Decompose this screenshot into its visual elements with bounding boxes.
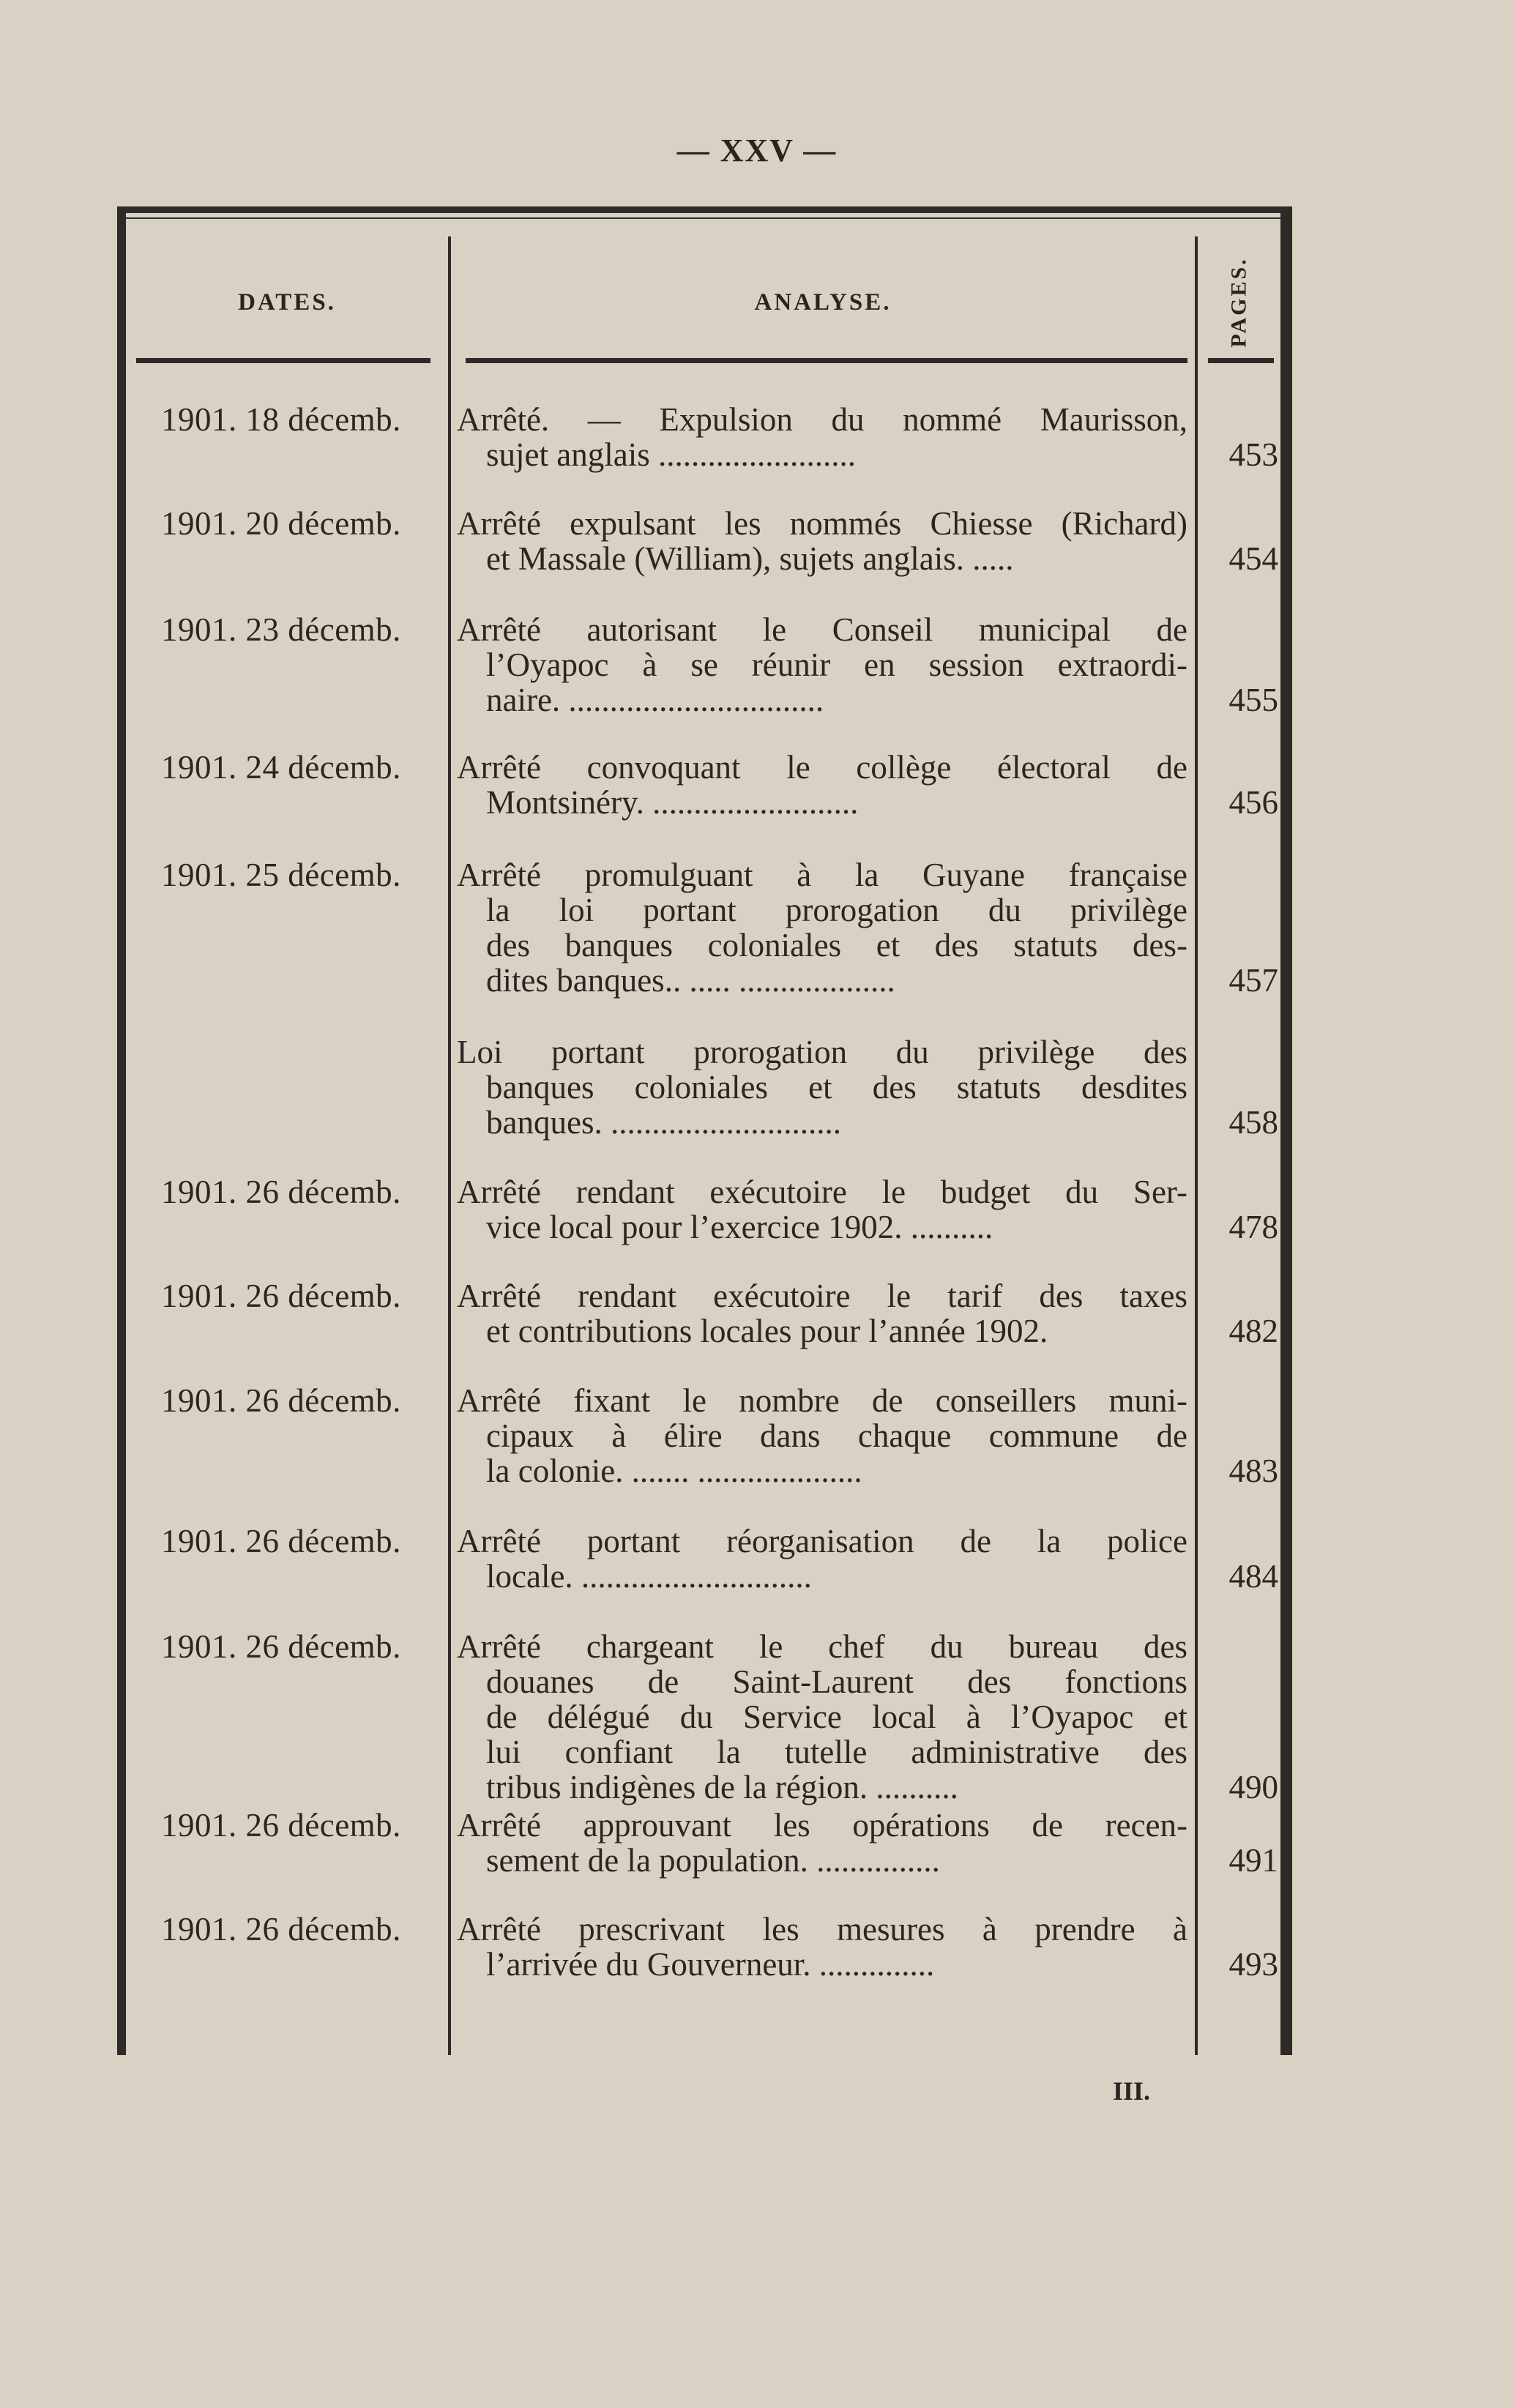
entry-page-number: 493 bbox=[1228, 1946, 1278, 1983]
column-header-analyse: ANALYSE. bbox=[754, 288, 892, 316]
entry-page-number: 458 bbox=[1228, 1104, 1278, 1141]
entry-analysis-line: banques. ............................ bbox=[486, 1104, 841, 1141]
entry-analysis-line: Arrêté prescrivant les mesures à prendre à bbox=[457, 1911, 1187, 1947]
entry-page-number: 455 bbox=[1228, 682, 1278, 718]
entry-analysis bbox=[457, 1035, 1187, 1140]
entry-analysis-line: Loi portant prorogation du privilège des bbox=[457, 1034, 1187, 1070]
entry-analysis bbox=[457, 612, 1187, 717]
entry-analysis-line: et Massale (William), sujets anglais. ..... bbox=[486, 540, 1014, 577]
entry-analysis-line: sujet anglais ........................ bbox=[486, 436, 856, 473]
header-rule-pages bbox=[1208, 358, 1274, 363]
entry-analysis-line: Arrêté expulsant les nommés Chiesse (Richard) bbox=[457, 505, 1187, 542]
entry-analysis-line: la loi portant prorogation du privilège bbox=[486, 892, 1187, 928]
entry-analysis bbox=[457, 1808, 1187, 1878]
entry-analysis bbox=[457, 857, 1187, 998]
entry-page-number: 453 bbox=[1228, 436, 1278, 473]
entry-analysis-line: locale. ............................ bbox=[486, 1558, 812, 1595]
entry-date: 1901. 26 décemb. bbox=[161, 1523, 401, 1559]
entry-analysis-line: la colonie. ....... .................... bbox=[486, 1453, 862, 1489]
entry-analysis bbox=[457, 1278, 1187, 1349]
entry-analysis-line: Arrêté convoquant le collège électoral de bbox=[457, 749, 1187, 786]
entry-date: 1901. 26 décemb. bbox=[161, 1382, 401, 1419]
entry-page-number: 457 bbox=[1228, 962, 1278, 999]
entry-analysis-line: Arrêté chargeant le chef du bureau des bbox=[457, 1628, 1187, 1665]
entry-date: 1901. 24 décemb. bbox=[161, 749, 401, 786]
entry-analysis bbox=[457, 1174, 1187, 1245]
entry-analysis-line: douanes de Saint-Laurent des fonctions bbox=[486, 1663, 1187, 1700]
entry-analysis bbox=[457, 506, 1187, 576]
entry-analysis bbox=[457, 750, 1187, 820]
entry-page-number: 483 bbox=[1228, 1453, 1278, 1489]
page-header: — XXV — bbox=[676, 133, 838, 168]
entry-analysis-line: Arrêté. — Expulsion du nommé Maurisson, bbox=[457, 401, 1187, 438]
entry-page-number: 482 bbox=[1228, 1313, 1278, 1349]
entry-analysis-line: Arrêté autorisant le Conseil municipal de bbox=[457, 611, 1187, 648]
entry-date: 1901. 26 décemb. bbox=[161, 1628, 401, 1665]
entry-date: 1901. 20 décemb. bbox=[161, 505, 401, 542]
column-header-pages bbox=[1198, 236, 1280, 368]
entry-page-number: 490 bbox=[1228, 1769, 1278, 1805]
entry-analysis-line: Arrêté portant réorganisation de la police bbox=[457, 1523, 1187, 1559]
entry-analysis bbox=[457, 1383, 1187, 1488]
entry-analysis-line: cipaux à élire dans chaque commune de bbox=[486, 1417, 1187, 1454]
entry-analysis-line: sement de la population. ............... bbox=[486, 1842, 940, 1879]
entry-analysis bbox=[457, 1629, 1187, 1805]
column-header-pages-label: PAGES. bbox=[1226, 257, 1251, 348]
entry-page-number: 484 bbox=[1228, 1558, 1278, 1595]
entry-analysis-line: de délégué du Service local à l’Oyapoc et bbox=[486, 1699, 1187, 1735]
entry-page-number: 454 bbox=[1228, 540, 1278, 577]
entry-analysis-line: Arrêté rendant exécutoire le budget du Ser- bbox=[457, 1174, 1187, 1210]
entry-date: 1901. 25 décemb. bbox=[161, 857, 401, 893]
entry-date: 1901. 26 décemb. bbox=[161, 1807, 401, 1844]
entry-analysis-line: l’arrivée du Gouverneur. .............. bbox=[486, 1946, 935, 1983]
header-rule-dates bbox=[136, 358, 430, 363]
entry-analysis-line: Arrêté fixant le nombre de conseillers muni- bbox=[457, 1382, 1187, 1419]
entry-analysis-line: Arrêté promulguant à la Guyane française bbox=[457, 857, 1187, 893]
entry-analysis-line: Montsinéry. ......................... bbox=[486, 784, 859, 821]
entry-analysis-line: Arrêté rendant exécutoire le tarif des taxes bbox=[457, 1278, 1187, 1314]
entry-analysis-line: naire. ............................... bbox=[486, 682, 824, 718]
entry-analysis-line: dites banques.. ..... ................... bbox=[486, 962, 895, 999]
entry-analysis bbox=[457, 1524, 1187, 1594]
column-divider-dates bbox=[448, 236, 451, 2055]
entry-page-number: 491 bbox=[1228, 1842, 1278, 1879]
entry-page-number: 478 bbox=[1228, 1209, 1278, 1245]
page-signature: III. bbox=[1113, 2076, 1151, 2106]
entry-date: 1901. 26 décemb. bbox=[161, 1278, 401, 1314]
entry-page-number: 456 bbox=[1228, 784, 1278, 821]
entry-date: 1901. 26 décemb. bbox=[161, 1174, 401, 1210]
entry-analysis-line: vice local pour l’exercice 1902. .......... bbox=[486, 1209, 993, 1245]
entry-analysis-line: des banques coloniales et des statuts des- bbox=[486, 927, 1187, 963]
entry-analysis-line: Arrêté approuvant les opérations de recen- bbox=[457, 1807, 1187, 1844]
entry-analysis bbox=[457, 1912, 1187, 1982]
entry-analysis-line: et contributions locales pour l’année 1902. bbox=[486, 1313, 1048, 1349]
entry-analysis-line: l’Oyapoc à se réunir en session extraordi- bbox=[486, 646, 1187, 683]
entry-analysis bbox=[457, 402, 1187, 472]
entry-date: 1901. 18 décemb. bbox=[161, 401, 401, 438]
column-header-dates: DATES. bbox=[238, 288, 336, 316]
entry-analysis-line: lui confiant la tutelle administrative des bbox=[486, 1734, 1187, 1770]
header-rule-analyse bbox=[466, 358, 1187, 363]
index-table bbox=[117, 206, 1292, 2055]
entry-date: 1901. 23 décemb. bbox=[161, 611, 401, 648]
entry-date: 1901. 26 décemb. bbox=[161, 1911, 401, 1947]
entry-analysis-line: tribus indigènes de la région. .......... bbox=[486, 1769, 958, 1805]
entry-analysis-line: banques coloniales et des statuts desdites bbox=[486, 1069, 1187, 1106]
